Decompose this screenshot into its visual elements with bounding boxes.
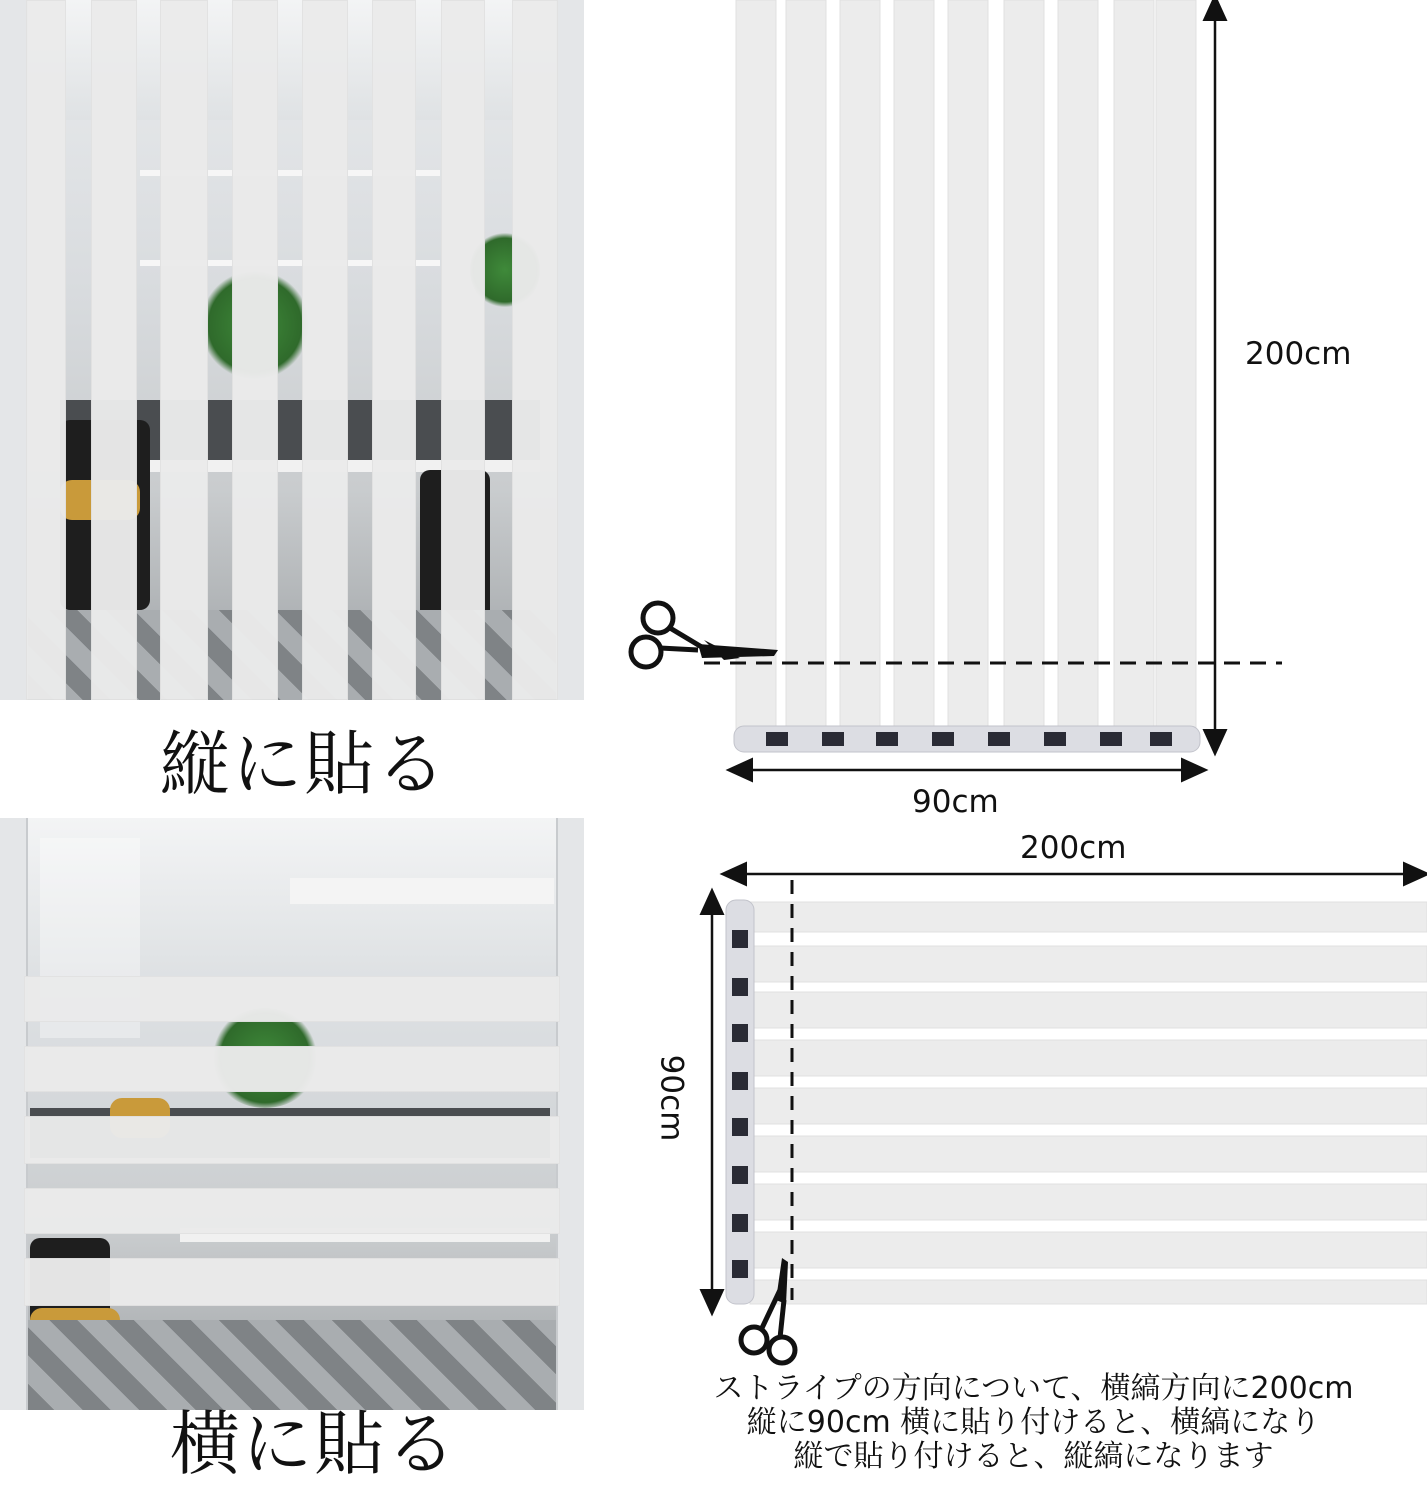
film-stripe	[750, 902, 1427, 932]
note-line-2: 縦に90cm 横に貼り付けると、横縞になり	[746, 1405, 1321, 1440]
film-stripe	[91, 0, 137, 700]
film-stripe	[736, 0, 776, 730]
film-stripe	[1058, 0, 1098, 730]
photo-vertical-stripes	[0, 0, 584, 700]
film-roll	[726, 900, 754, 1304]
film-stripe	[24, 1258, 560, 1306]
film-stripe	[750, 992, 1427, 1028]
stripe-group	[750, 902, 1427, 1304]
height-label-90cm: 90cm	[653, 1054, 690, 1142]
film-stripe	[160, 0, 208, 700]
film-stripe	[1004, 0, 1044, 730]
film-stripe	[232, 0, 278, 700]
width-label-90cm: 90cm	[912, 784, 999, 820]
caption-horizontal: 横に貼る	[170, 1403, 458, 1485]
film-stripe	[24, 1188, 560, 1234]
film-stripe	[750, 1088, 1427, 1124]
film-stripe	[750, 1232, 1427, 1268]
height-label-200cm: 200cm	[1245, 336, 1352, 372]
film-stripe	[1156, 0, 1196, 730]
ceiling-beam	[290, 878, 554, 904]
film-stripe	[750, 1040, 1427, 1076]
door-frame-left	[0, 818, 28, 1410]
film-stripe	[750, 1136, 1427, 1172]
film-stripe	[1114, 0, 1154, 730]
film-stripe	[441, 0, 485, 700]
film-stripe	[512, 0, 558, 700]
film-stripe	[750, 1184, 1427, 1220]
door-frame-right	[556, 0, 584, 700]
film-stripe	[24, 976, 560, 1022]
film-roll	[734, 726, 1200, 752]
film-stripe	[750, 946, 1427, 982]
film-stripe	[786, 0, 826, 730]
stripe-group	[736, 0, 1196, 730]
film-stripe	[24, 1116, 560, 1164]
floor	[26, 1320, 558, 1410]
film-stripe	[750, 1280, 1427, 1304]
film-stripe	[26, 0, 66, 700]
photo-horizontal-stripes	[0, 818, 584, 1410]
note-line-3: 縦で貼り付けると、縦縞になります	[793, 1439, 1274, 1474]
film-stripe	[840, 0, 880, 730]
film-stripe	[302, 0, 348, 700]
note-line-1: ストライプの方向について、横縞方向に200cm	[713, 1371, 1354, 1406]
door-frame-left	[0, 0, 28, 700]
door-frame-right	[556, 818, 584, 1410]
film-stripe	[948, 0, 988, 730]
width-label-200cm: 200cm	[1020, 830, 1127, 866]
caption-vertical: 縦に貼る	[160, 723, 448, 805]
film-stripe	[894, 0, 934, 730]
film-stripe	[372, 0, 416, 700]
diagram-horizontal-roll	[640, 860, 1427, 1380]
film-stripe	[24, 1046, 560, 1092]
diagram-vertical-roll	[600, 0, 1427, 820]
